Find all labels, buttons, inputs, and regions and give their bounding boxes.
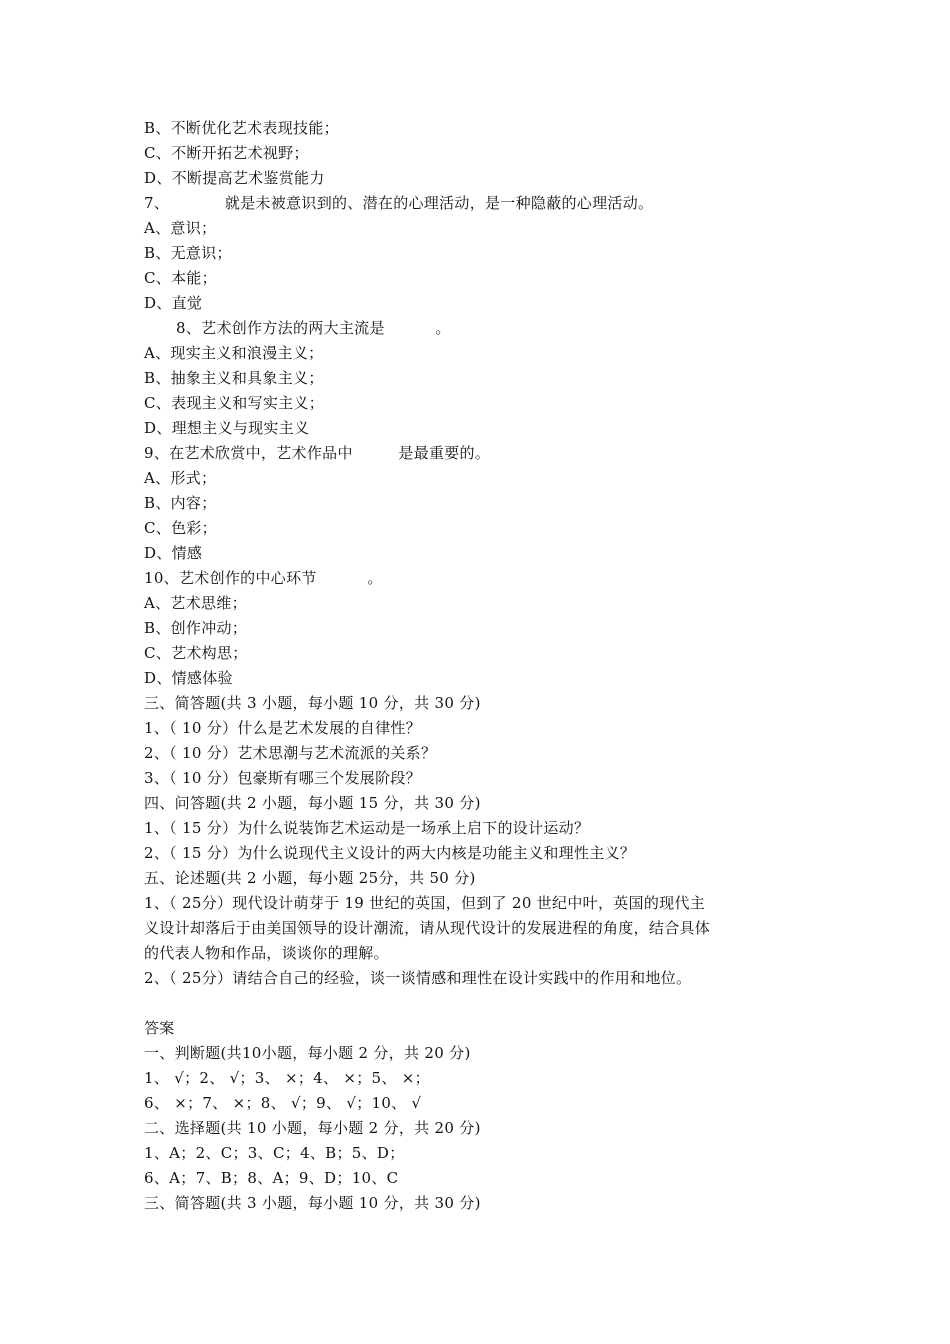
option-line: B、内容； — [144, 494, 217, 512]
option-line: D、理想主义与现实主义 — [144, 419, 310, 437]
option-line: A、形式； — [144, 469, 217, 487]
short-answer-question: 1、（ 10 分）什么是艺术发展的自律性？ — [144, 719, 421, 737]
answer-line: 1、 √；2、 √；3、 ×；4、 ×；5、 ×； — [144, 1069, 430, 1087]
option-line: B、抽象主义和具象主义； — [144, 369, 324, 387]
section-heading: 三、简答题(共 3 小题，每小题 10 分，共 30 分) — [144, 694, 481, 712]
option-line: B、无意识； — [144, 244, 232, 262]
section-heading: 一、判断题(共10小题，每小题 2 分，共 20 分) — [144, 1044, 471, 1062]
question-7: 7、 就是未被意识到的、潜在的心理活动，是一种隐蔽的心理活动。 — [144, 194, 654, 212]
option-line: C、不断开拓艺术视野； — [144, 144, 309, 162]
answer-line: 6、 ×；7、 ×；8、 √；9、 √；10、 √ — [144, 1094, 422, 1112]
question-10: 10、艺术创作的中心环节 。 — [144, 569, 383, 587]
option-line: D、情感体验 — [144, 669, 233, 687]
question-8: 8、艺术创作方法的两大主流是 。 — [176, 319, 451, 337]
option-line: C、色彩； — [144, 519, 217, 537]
section-heading: 二、选择题(共 10 小题，每小题 2 分，共 20 分) — [144, 1119, 481, 1137]
option-line: D、情感 — [144, 544, 203, 562]
short-answer-question: 2、（ 10 分）艺术思潮与艺术流派的关系？ — [144, 744, 437, 762]
discussion-question-continued: 义设计却落后于由美国领导的设计潮流，请从现代设计的发展进程的角度，结合具体 — [144, 919, 711, 937]
option-line: A、现实主义和浪漫主义； — [144, 344, 324, 362]
option-line: A、艺术思维； — [144, 594, 247, 612]
option-line: C、本能； — [144, 269, 217, 287]
option-line: D、不断提高艺术鉴赏能力 — [144, 169, 325, 187]
answer-heading: 答案 — [144, 1019, 175, 1037]
option-line: A、意识； — [144, 219, 217, 237]
answer-line: 6、A；7、B；8、A；9、D；10、C — [144, 1169, 399, 1187]
discussion-question-continued: 的代表人物和作品，谈谈你的理解。 — [144, 944, 389, 962]
question-9: 9、在艺术欣赏中，艺术作品中 是最重要的。 — [144, 444, 491, 462]
essay-question: 1、（ 15 分）为什么说装饰艺术运动是一场承上启下的设计运动？ — [144, 819, 590, 837]
option-line: B、不断优化艺术表现技能； — [144, 119, 339, 137]
discussion-question: 1、（ 25分）现代设计萌芽于 19 世纪的英国，但到了 20 世纪中叶，英国的现代主 — [144, 894, 706, 912]
section-heading: 四、问答题(共 2 小题，每小题 15 分，共 30 分) — [144, 794, 481, 812]
option-line: D、直觉 — [144, 294, 203, 312]
short-answer-question: 3、（ 10 分）包豪斯有哪三个发展阶段？ — [144, 769, 421, 787]
option-line: C、艺术构思； — [144, 644, 248, 662]
discussion-question: 2、（ 25分）请结合自己的经验，谈一谈情感和理性在设计实践中的作用和地位。 — [144, 969, 692, 987]
essay-question: 2、（ 15 分）为什么说现代主义设计的两大内核是功能主义和理性主义？ — [144, 844, 636, 862]
section-heading: 三、简答题(共 3 小题，每小题 10 分，共 30 分) — [144, 1194, 481, 1212]
option-line: C、表现主义和写实主义； — [144, 394, 325, 412]
section-heading: 五、论述题(共 2 小题，每小题 25分，共 50 分) — [144, 869, 476, 887]
answer-line: 1、A；2、C；3、C；4、B；5、D； — [144, 1144, 405, 1162]
option-line: B、创作冲动； — [144, 619, 248, 637]
